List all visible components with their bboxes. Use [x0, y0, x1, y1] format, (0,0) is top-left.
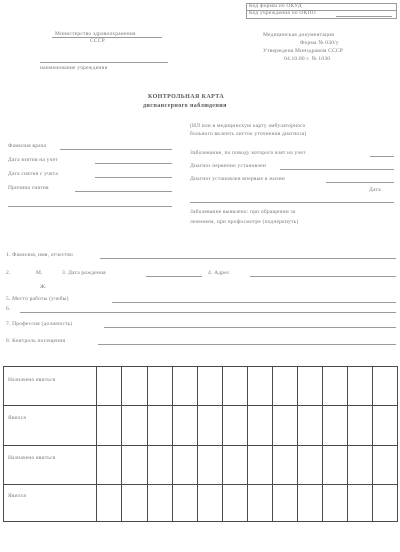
primary-diagnosis-label: Диагноз первично установлен: [190, 163, 266, 169]
visit-control-label: 8. Контроль посещения: [6, 338, 66, 344]
address-field[interactable]: [250, 276, 396, 277]
disease-label: Заболевание, по поводу которого взят на учет: [190, 150, 306, 156]
form-number: Форма № 030/у: [300, 40, 339, 46]
date-label: Дата: [369, 187, 381, 193]
table-row: Назначено явиться: [8, 455, 56, 461]
detection-label: Заболевание выявлено: при обращении за: [190, 209, 296, 215]
workplace-label: 5. Место работы (учебы): [6, 296, 69, 302]
table-row: Назначено явиться: [8, 377, 56, 383]
disease-field[interactable]: [370, 156, 394, 157]
deregister-date-field[interactable]: [95, 177, 172, 178]
note-line1: (ИЛ или в медицинскую карту амбулаторного: [190, 123, 306, 129]
note-line2: больного вклеить листок уточнения диагноза): [190, 131, 307, 137]
workplace-field[interactable]: [112, 302, 396, 303]
deregister-reason-field[interactable]: [75, 191, 172, 192]
doctor-name-field[interactable]: [60, 149, 172, 150]
register-date-label: Дата взятия на учет: [8, 157, 58, 163]
okpo-label: Код учреждения по ОКПО: [249, 10, 316, 16]
first-time-label: Диагноз установлен впервые в жизни: [190, 176, 285, 182]
table-row: Явился: [8, 415, 27, 421]
detection-options: лечением, при профосмотре (подчеркнуть): [190, 219, 299, 225]
birth-date-label: 3. Дата рождения: [62, 270, 106, 276]
page-title: КОНТРОЛЬНАЯ КАРТА: [148, 94, 225, 100]
approval-text: Утверждена Минздравом СССР: [263, 48, 344, 54]
page-subtitle: диспансерного наблюдения: [143, 103, 227, 109]
register-date-field[interactable]: [95, 163, 172, 164]
visit-control-field[interactable]: [98, 344, 396, 345]
ministry-country: СССР: [90, 38, 105, 44]
ministry-name: Министерство здравоохранения: [55, 31, 136, 37]
first-time-field[interactable]: [326, 182, 394, 183]
date-field[interactable]: [190, 202, 394, 203]
sex-female[interactable]: Ж.: [40, 284, 47, 290]
institution-label: наименование учреждения: [40, 65, 108, 71]
deregister-reason-label: Причина снятия: [8, 185, 49, 191]
doc-type: Медицинская документация: [263, 32, 334, 38]
birth-date-field[interactable]: [146, 276, 202, 277]
full-name-label: 1. Фамилия, имя, отчество: [6, 252, 73, 258]
approval-date: 04.10.80 г. № 1030: [284, 56, 331, 62]
sex-male[interactable]: М.: [36, 270, 43, 276]
full-name-field[interactable]: [100, 258, 396, 259]
okud-label: Код формы по ОКУД: [249, 3, 302, 9]
primary-diagnosis-field[interactable]: [280, 169, 394, 170]
doctor-name-label: Фамилия врача: [8, 143, 47, 149]
profession-label: 7. Профессия (должность): [6, 321, 73, 327]
profession-field[interactable]: [104, 327, 396, 328]
address-label: 4. Адрес: [208, 270, 230, 276]
field-6-label: 6.: [6, 306, 11, 312]
table-row: Явился: [8, 493, 27, 499]
visit-table: [3, 366, 398, 522]
deregister-date-label: Дата снятия с учета: [8, 171, 58, 177]
field-2-label: 2.: [6, 270, 11, 276]
